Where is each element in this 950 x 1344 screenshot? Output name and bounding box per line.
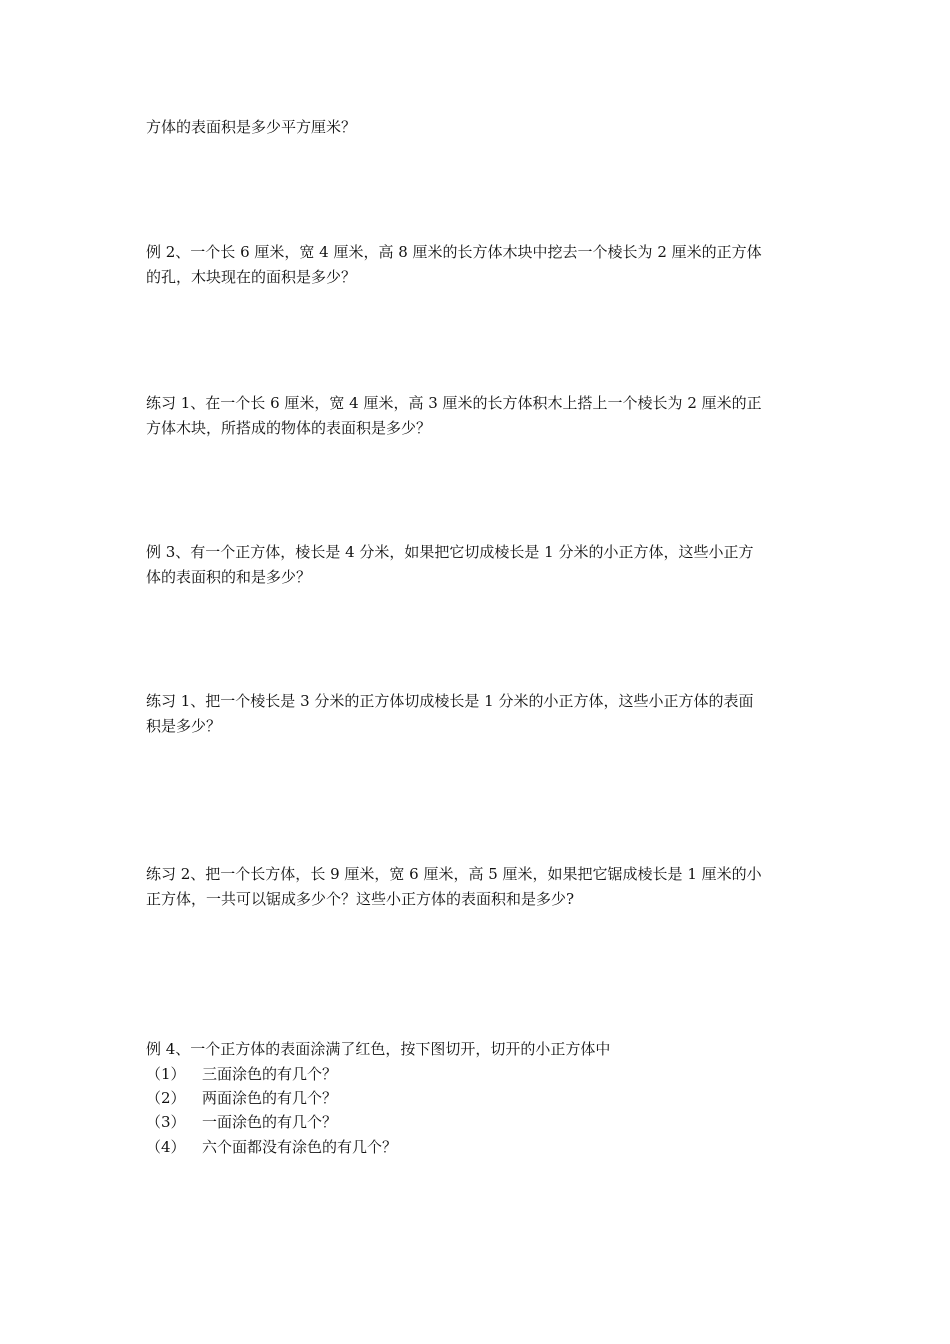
text-line: 练习 1、在一个长 6 厘米，宽 4 厘米，高 3 厘米的长方体积木上搭上一个棱长为 2 厘米的正	[146, 394, 762, 412]
list-item-text: 三面涂色的有几个？	[202, 1065, 338, 1083]
list-item-text: 一面涂色的有几个？	[202, 1113, 338, 1131]
text-line: 例 2、一个长 6 厘米，宽 4 厘米，高 8 厘米的长方体木块中挖去一个棱长为 2 厘米的正方体	[146, 243, 762, 261]
list-item-text: 六个面都没有涂色的有几个？	[202, 1138, 398, 1156]
text-line: 方体木块，所搭成的物体的表面积是多少？	[146, 419, 432, 437]
list-item-number: （1）	[146, 1065, 186, 1083]
list-item	[146, 1137, 397, 1157]
text-line: 积是多少？	[146, 717, 222, 735]
list-item	[146, 1064, 337, 1084]
list-item-number: （4）	[146, 1138, 186, 1156]
text-line: 例 4、一个正方体的表面涂满了红色，按下图切开，切开的小正方体中	[146, 1040, 611, 1058]
text-line: 正方体，一共可以锯成多少个？这些小正方体的表面积和是多少?	[146, 890, 575, 908]
text-line: 练习 2、把一个长方体，长 9 厘米，宽 6 厘米，高 5 厘米，如果把它锯成棱长是 1 厘米的小	[146, 865, 762, 883]
list-item-number: （3）	[146, 1113, 186, 1131]
text-line: 例 3、有一个正方体，棱长是 4 分米，如果把它切成棱长是 1 分米的小正方体，这些小正方	[146, 543, 754, 561]
list-item	[146, 1088, 337, 1108]
text-line: 的孔，木块现在的面积是多少？	[146, 268, 357, 286]
text-line: 练习 1、把一个棱长是 3 分米的正方体切成棱长是 1 分米的小正方体，这些小正方体的表面	[146, 692, 754, 710]
list-item	[146, 1112, 337, 1132]
list-item-number: （2）	[146, 1089, 186, 1107]
text-line: 体的表面积的和是多少？	[146, 568, 312, 586]
text-line: 方体的表面积是多少平方厘米？	[146, 118, 357, 136]
list-item-text: 两面涂色的有几个？	[202, 1089, 338, 1107]
